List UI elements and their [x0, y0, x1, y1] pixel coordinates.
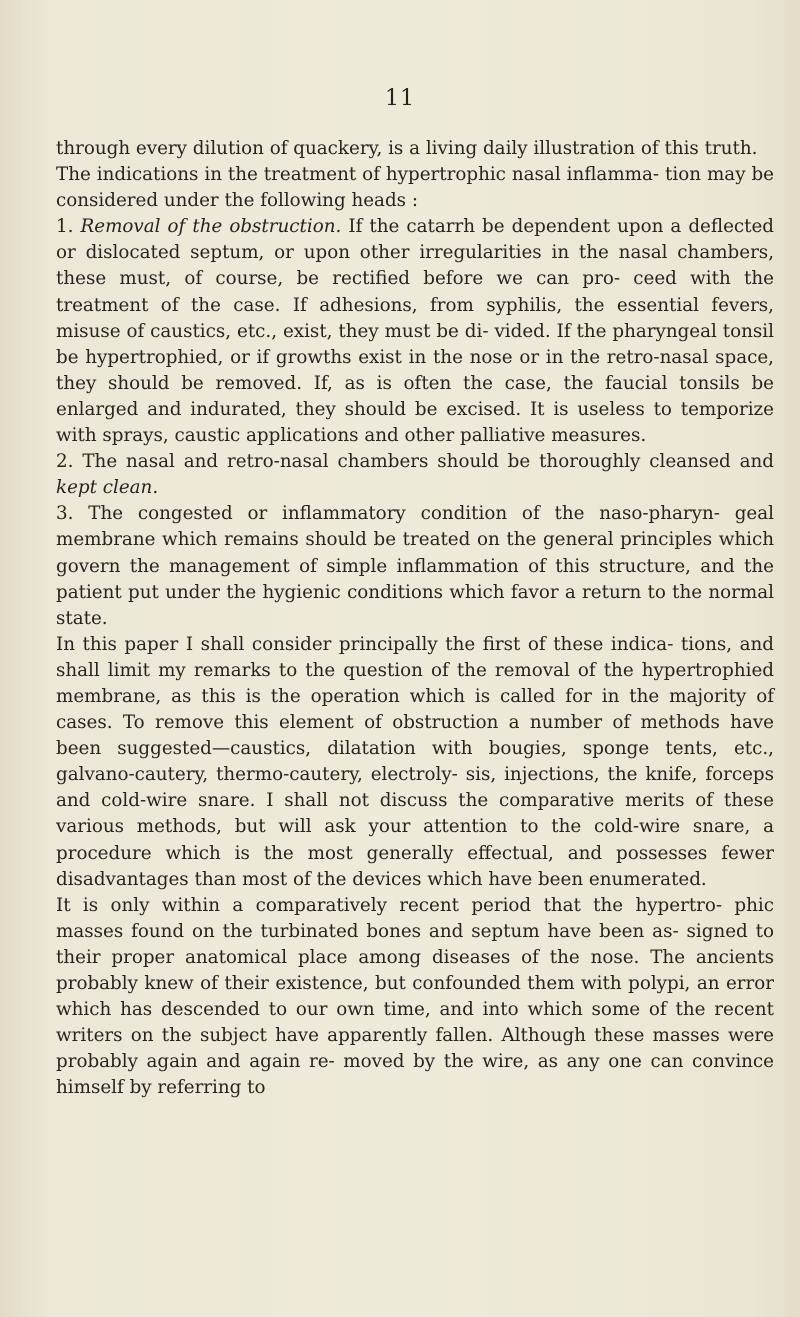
page-number: 11: [385, 86, 415, 111]
section-heading: Removal of the obstruction.: [80, 216, 342, 238]
paragraph-history: It is only within a comparatively recent period that the hypertro- phic masses found on the turbinated bones and septum have been as- signed to their proper anatomical place among diseases of the nose. The ancients probably knew of their existence, but confounded them with polypi, an error which has descended to our own time, and into which some of the recent writers on the subject have apparently fallen. Although these masses were probably again and again re- moved by the wire, as any one can convince himself by referring to: [56, 894, 774, 1099]
paragraph-heading-1: 1. Removal of the obstruction. If the catarrh be dependent upon a deflected or dislocated septum, or upon other irregularities in the nasal chambers, these must, of course, be rectified before we can pro- ceed with the treatment of the case. If adhesions, from syphilis, the essential fevers, misuse of caustics, etc., exist, they must be di- vided. If the pharyngeal tonsil be hypertrophied, or if growths exist in the nose or in the retro-nasal space, they should be removed. If, as is often the case, the faucial tonsils be enlarged and indurated, they should be excised. It is useless to temporize with sprays, caustic applications and other palliative measures.: [56, 216, 774, 447]
paragraph-heading-3: 3. The congested or inflammatory condition of the naso-pharyn- geal membrane which remains should be treated on the general principles which govern the management of simple inflammation of this structure, and the patient put under the hygienic conditions which favor a return to the normal state.: [56, 503, 774, 629]
list-number: 2.: [56, 451, 74, 473]
paragraph-heading-2: 2. The nasal and retro-nasal chambers should be thoroughly cleansed and kept clean.: [56, 451, 775, 499]
body-text: [56, 136, 774, 1101]
paragraph-indications: The indications in the treatment of hypertrophic nasal inflamma- tion may be considered under the following heads :: [56, 164, 774, 212]
paragraph-methods: In this paper I shall consider principally the first of these indica- tions, and shall limit my remarks to the question of the removal of the hypertrophied membrane, as this is the operation which is called for in the majority of cases. To remove this element of obstruction a number of methods have been suggested—caustics, dilatation with bougies, sponge tents, etc., galvano-cautery, thermo-cautery, electroly- sis, injections, the knife, forceps and cold-wire snare. I shall not discuss the comparative merits of these various methods, but will ask your attention to the cold-wire snare, a procedure which is the most generally effectual, and possesses fewer disadvantages than most of the devices which have been enumerated.: [56, 633, 774, 890]
list-number: 1.: [56, 216, 74, 238]
list-number: 3.: [56, 503, 74, 525]
paragraph-continuation: through every dilution of quackery, is a living daily illustration of this truth.: [56, 138, 758, 159]
emphasis: kept clean.: [56, 477, 159, 499]
